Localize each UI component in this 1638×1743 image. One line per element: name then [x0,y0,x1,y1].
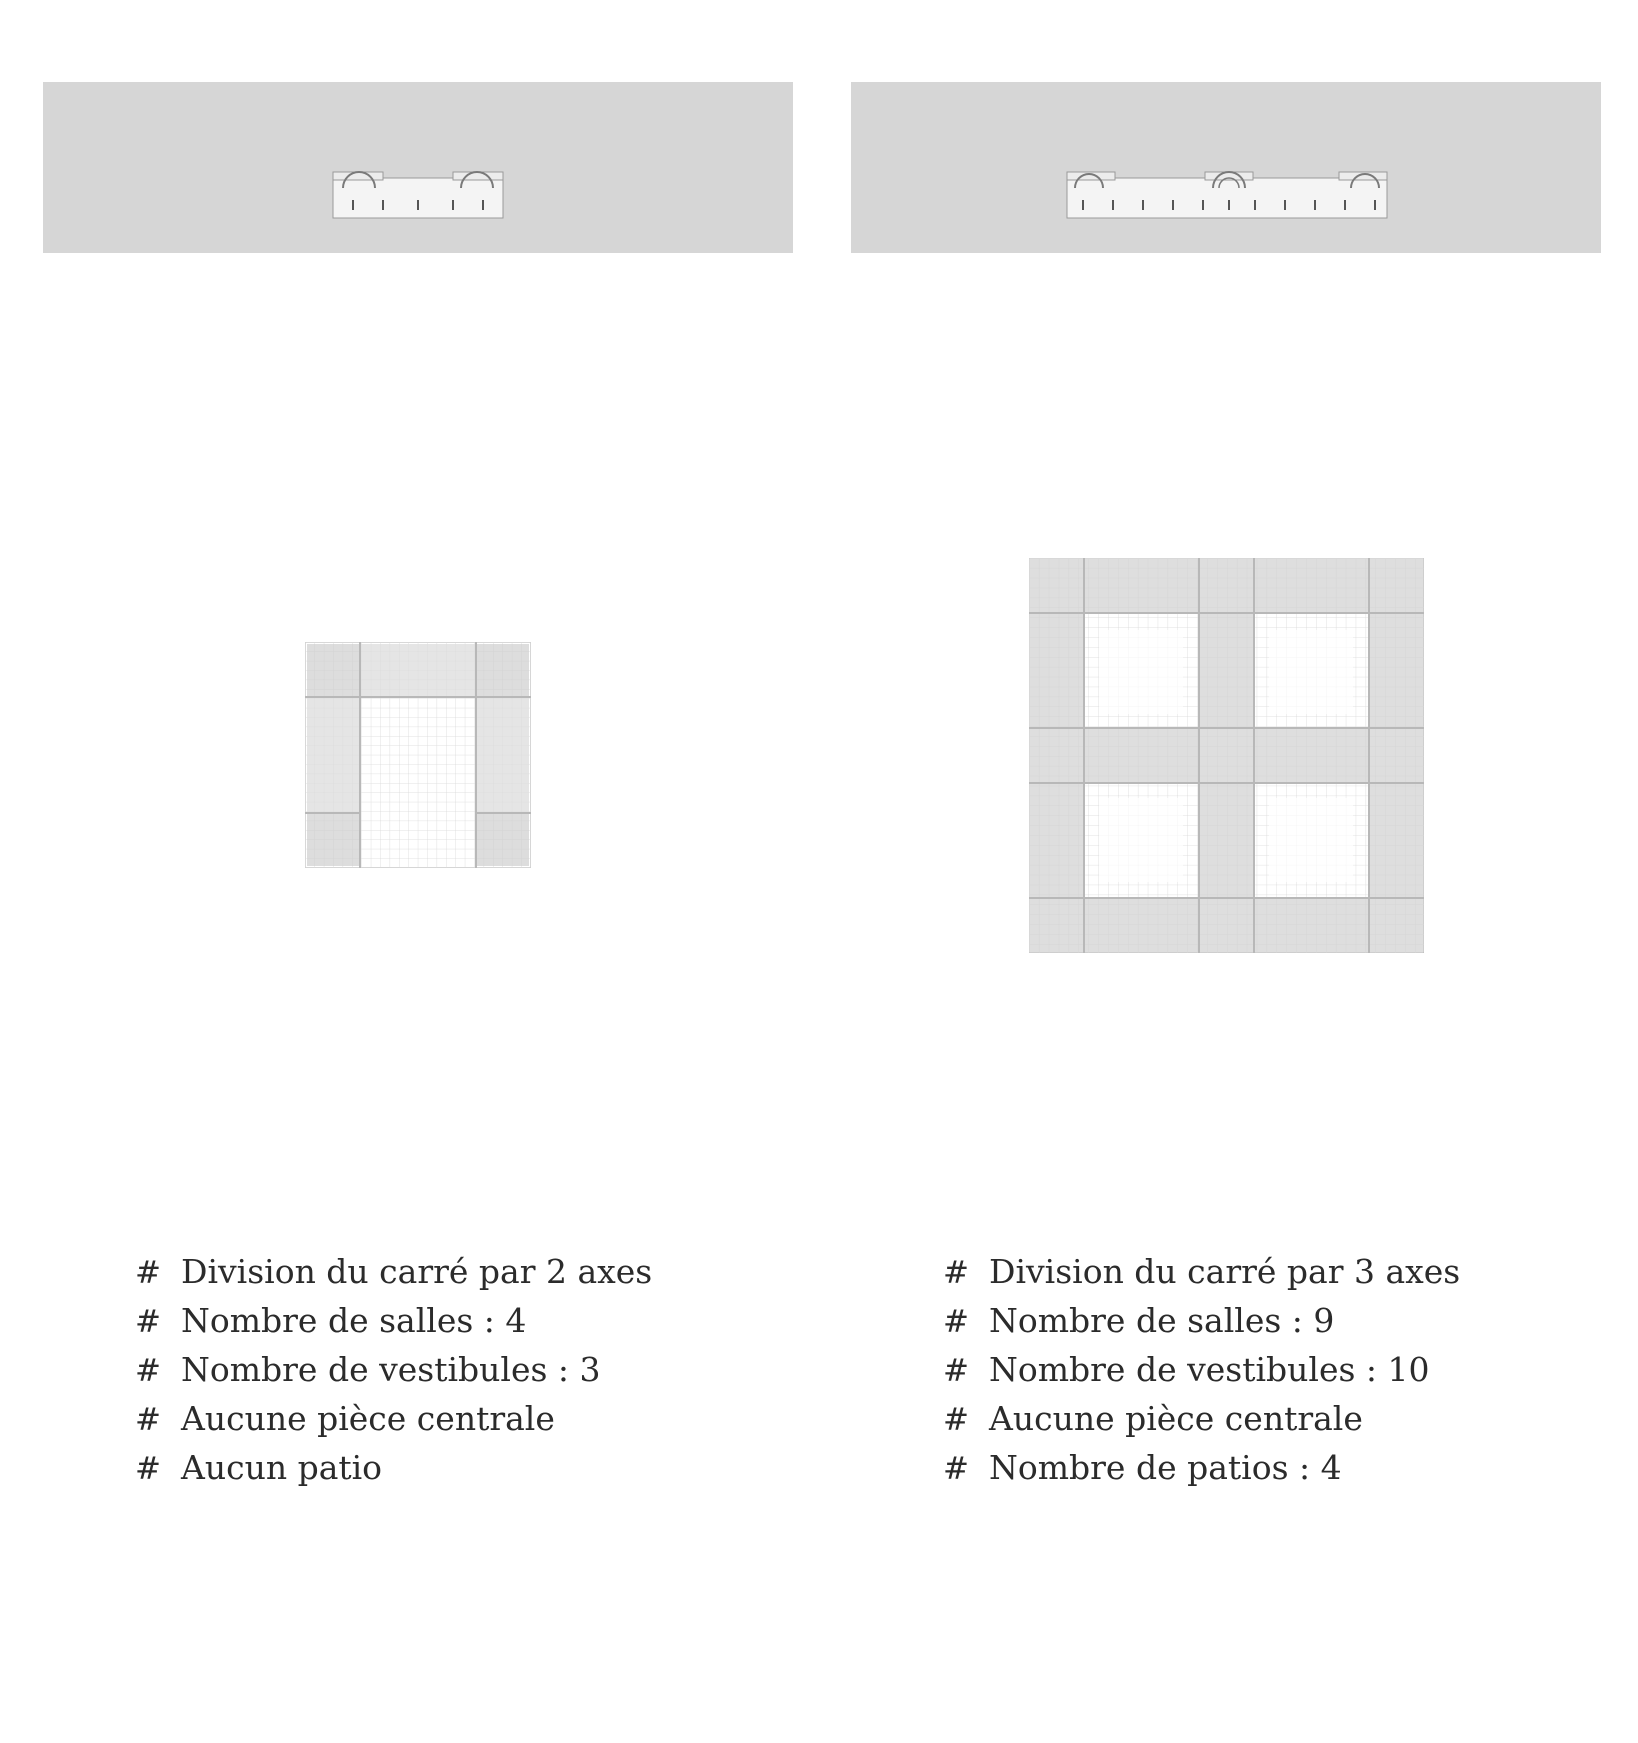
hash-marker: # [943,1304,969,1340]
hash-marker: # [135,1451,161,1487]
feature-text: Division du carré par 3 axes [989,1252,1461,1291]
vestibule [361,644,475,696]
floor-plan-svg [305,642,531,868]
feature-item [135,1444,652,1493]
elevation-drawing [851,82,1601,253]
feature-text: Nombre de salles : 4 [181,1301,527,1340]
hash-marker: # [135,1402,161,1438]
feature-list [135,1248,652,1493]
patio [1269,798,1353,882]
vestibule [307,698,359,812]
feature-item [135,1248,652,1297]
hash-marker: # [943,1353,969,1389]
feature-item [943,1346,1460,1395]
room [307,644,359,696]
feature-item [943,1248,1460,1297]
feature-text: Nombre de salles : 9 [989,1301,1335,1340]
floor-plan [1029,558,1424,953]
hash-marker: # [943,1451,969,1487]
hash-marker: # [135,1353,161,1389]
feature-item [943,1395,1460,1444]
floor-plan [305,642,531,868]
feature-text: Nombre de vestibules : 3 [181,1350,601,1389]
elevation-band [43,82,793,253]
patio [1269,630,1353,714]
feature-text: Division du carré par 2 axes [181,1252,653,1291]
hash-marker: # [135,1255,161,1291]
hash-marker: # [943,1255,969,1291]
hash-marker: # [943,1402,969,1438]
feature-text: Nombre de patios : 4 [989,1448,1342,1487]
room [477,814,529,866]
feature-item [135,1395,652,1444]
feature-text: Aucune pièce centrale [181,1399,555,1438]
feature-item [135,1346,652,1395]
elevation-drawing [43,82,793,253]
feature-list [943,1248,1460,1493]
feature-item [943,1444,1460,1493]
patio [1099,798,1183,882]
feature-item [135,1297,652,1346]
patio [1099,630,1183,714]
elevation-band [851,82,1601,253]
feature-text: Aucune pièce centrale [989,1399,1363,1438]
panel-three-axes [819,0,1638,1743]
feature-text: Aucun patio [181,1448,383,1487]
floor-plan-svg [1029,558,1424,953]
feature-item [943,1297,1460,1346]
room [477,644,529,696]
hash-marker: # [135,1304,161,1340]
room [307,814,359,866]
feature-text: Nombre de vestibules : 10 [989,1350,1430,1389]
vestibule [477,698,529,812]
